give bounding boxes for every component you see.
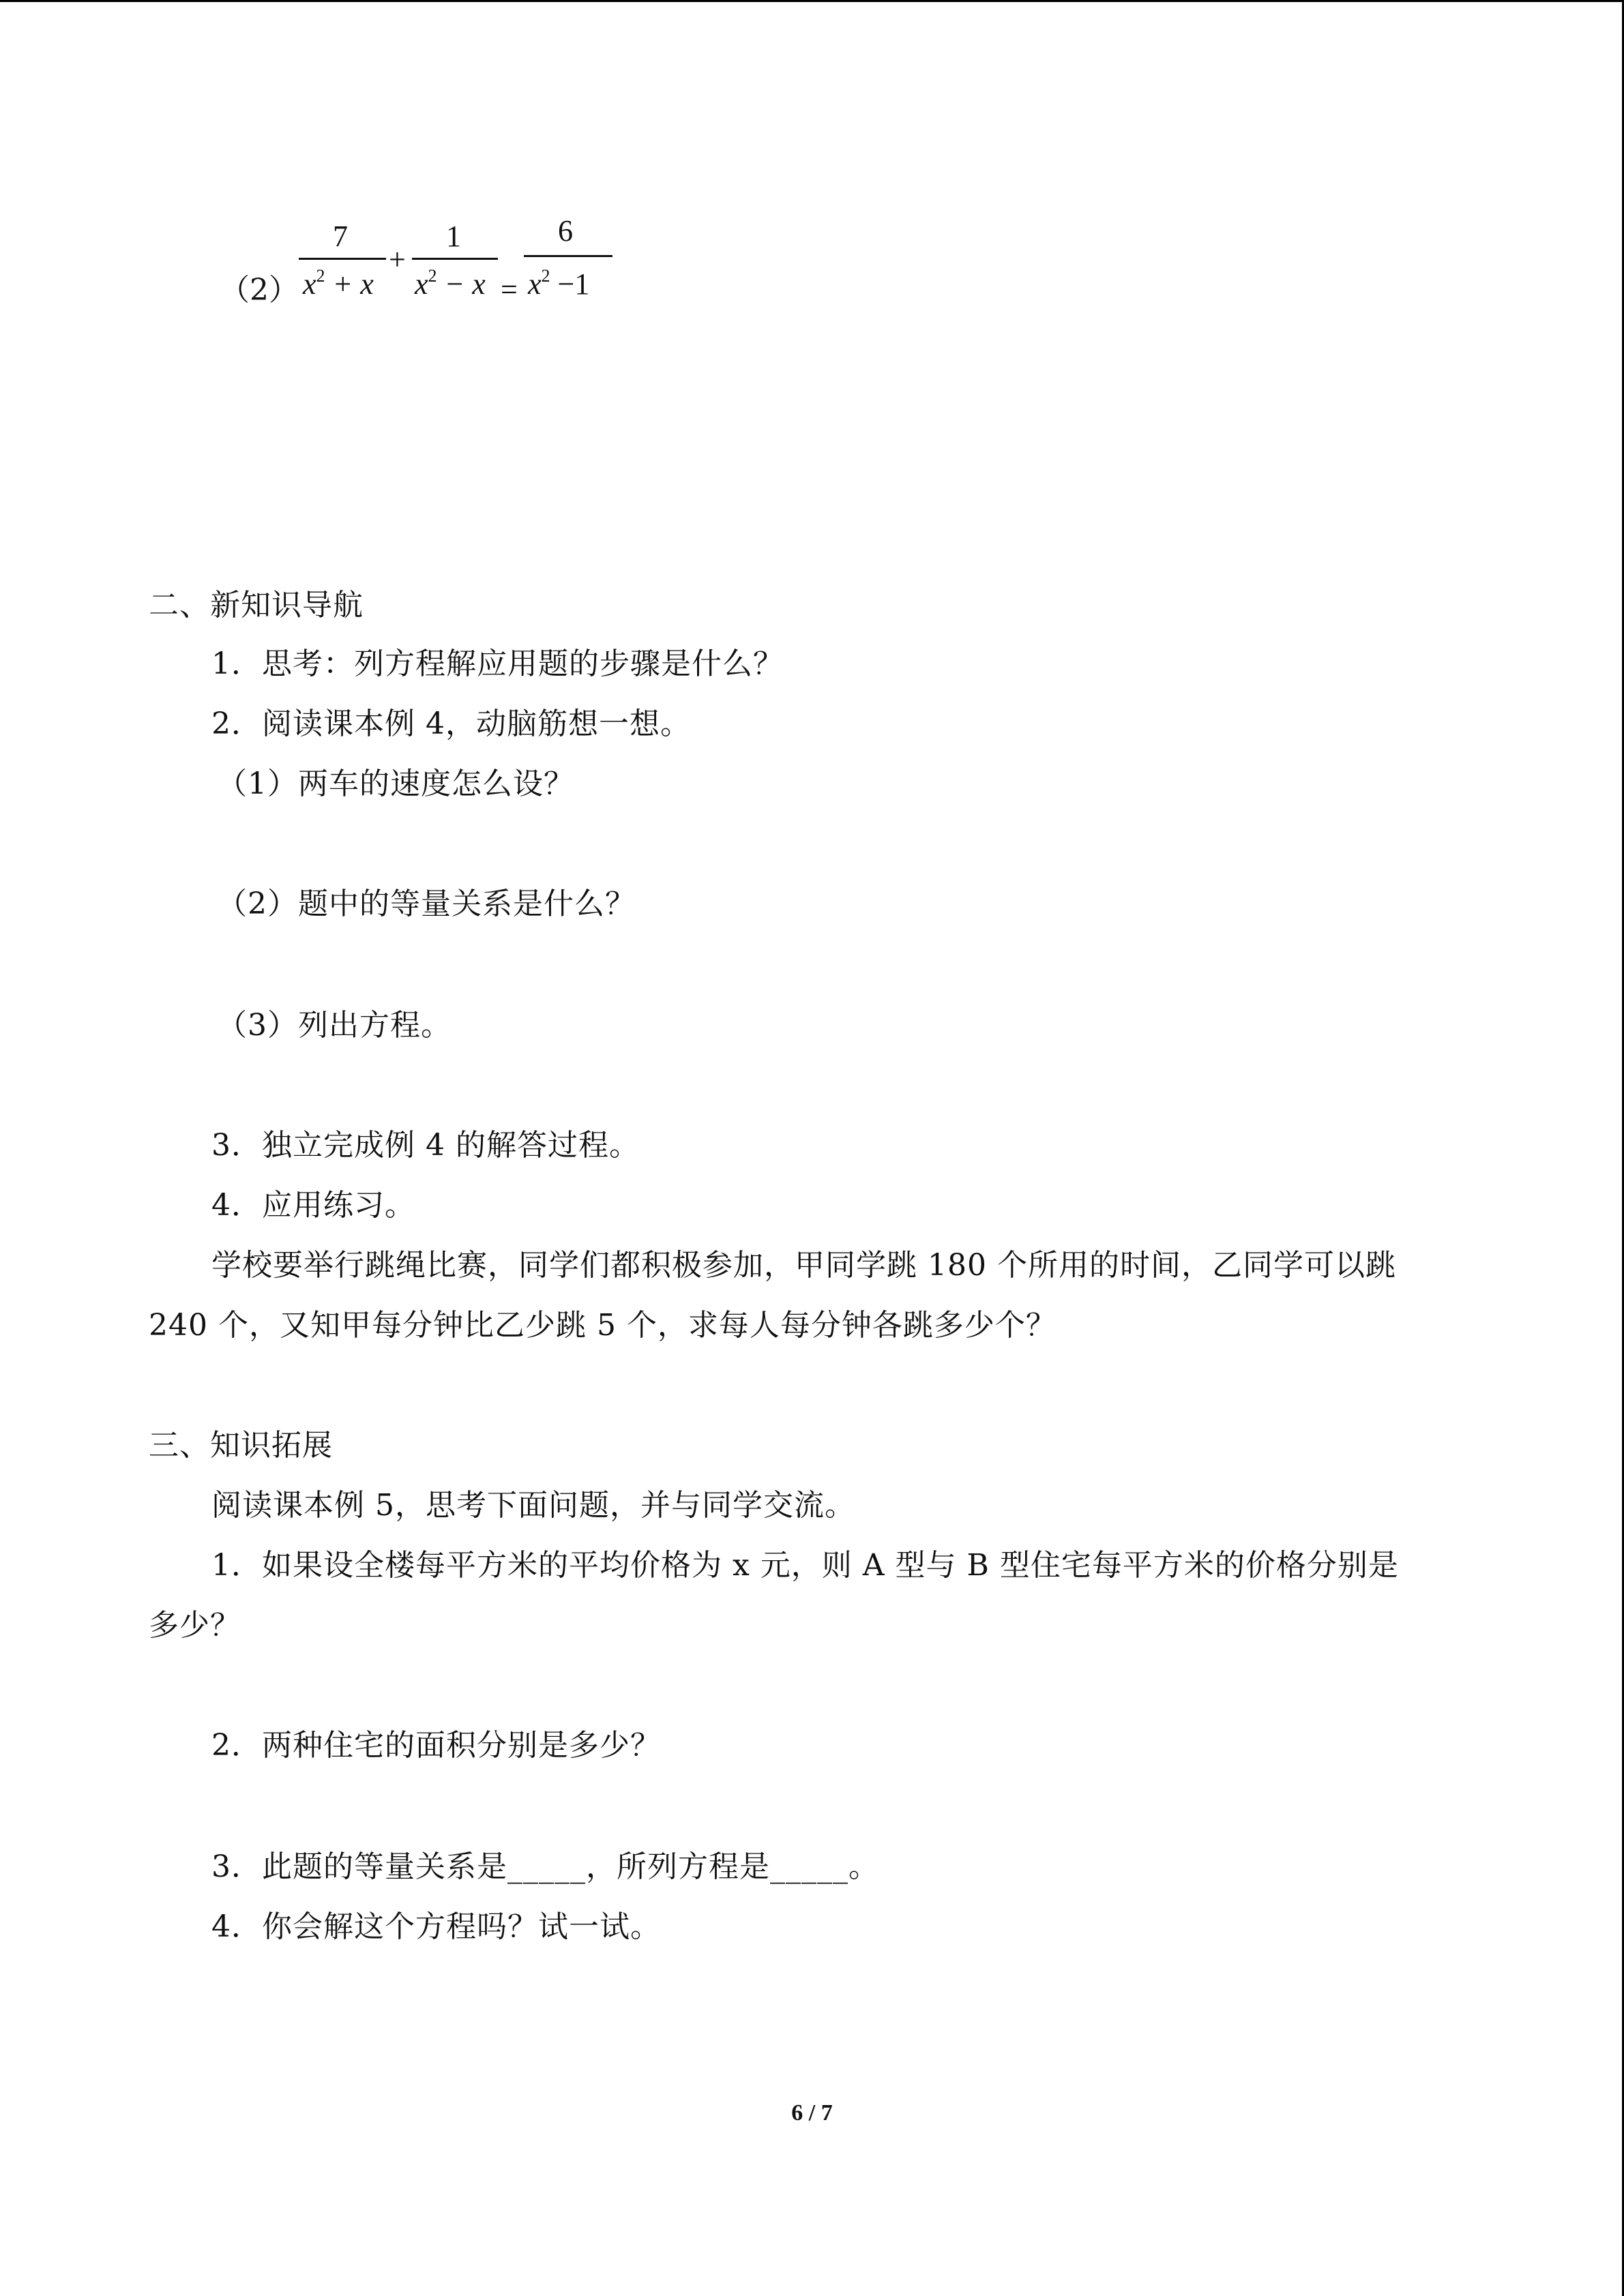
fraction-1-numerator: 7 [333,220,348,253]
page-number: 6 / 7 [791,2100,833,2126]
section-2-heading: 二、新知识导航 [149,588,364,623]
section-2-sub-1: （1）两车的速度怎么设？ [217,766,574,801]
fraction-3-numerator: 6 [558,214,573,248]
section-3-intro: 阅读课本例 5，思考下面问题，并与同学交流。 [211,1488,855,1523]
section-2-sub-2: （2）题中的等量关系是什么？ [217,886,636,921]
section-2-item-1: 1．思考：列方程解应用题的步骤是什么？ [211,646,784,681]
page-top-border [0,0,1624,2]
equals-sign: = [501,273,518,306]
section-2-item-2: 2．阅读课本例 4，动脑筋想一想。 [211,706,691,741]
fraction-2-numerator: 1 [446,220,461,253]
section-2-problem-line-2: 240 个，又知甲每分钟比乙少跳 5 个，求每人每分钟各跳多少个？ [149,1308,1057,1343]
plus-sign: + [389,243,406,276]
fraction-1-denominator: $x^2 + x$ [303,266,374,301]
fraction-2-bar [412,258,498,260]
section-3-item-1-line-2: 多少？ [149,1608,241,1643]
fraction-3-denominator: $x^2 -1$ [528,266,590,301]
equation-label: （2） [220,273,299,308]
section-2-item-4: 4．应用练习。 [211,1188,415,1223]
section-3-item-1-line-1: 1．如果设全楼每平方米的平均价格为 x 元，则 A 型与 B 型住宅每平方米的价格分别是 [211,1548,1399,1583]
fraction-2-denominator: $x^2 - x$ [415,266,486,301]
section-3-item-3: 3．此题的等量关系是_____，所列方程是_____。 [211,1849,879,1884]
section-3-heading: 三、知识拓展 [149,1428,333,1463]
section-2-sub-3: （3）列出方程。 [217,1008,452,1043]
section-2-item-3: 3．独立完成例 4 的解答过程。 [211,1128,640,1163]
section-3-item-2: 2．两种住宅的面积分别是多少？ [211,1728,661,1763]
section-3-item-4: 4．你会解这个方程吗？试一试。 [211,1909,661,1944]
fraction-3-bar [524,255,612,257]
section-2-problem-line-1: 学校要举行跳绳比赛，同学们都积极参加，甲同学跳 180 个所用的时间，乙同学可以跳 [211,1248,1396,1283]
fraction-1-bar [299,258,386,260]
